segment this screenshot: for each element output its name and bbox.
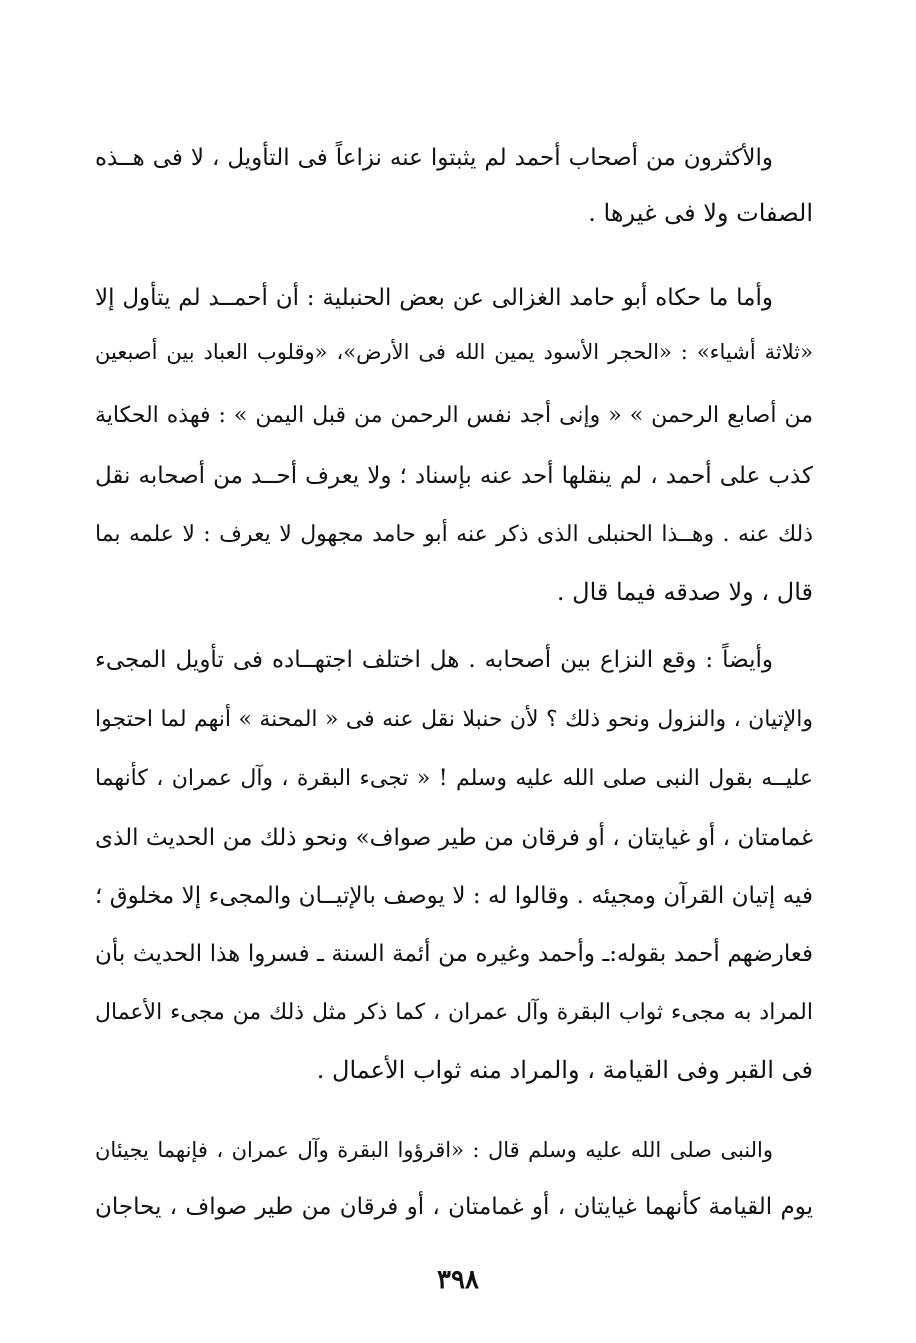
- text-line: وأما ما حكاه أبو حامد الغزالى عن بعض الحنبلية : أن أحمــد لم يتأول إلا: [95, 285, 773, 311]
- text-line: من أصابع الرحمن » « وإنى أجد نفس الرحمن من قبل اليمن » : فهذه الحكاية: [95, 403, 813, 428]
- text-line: والإتيان ، والنزول ونحو ذلك ؟ لأن حنبلا نقل عنه فى « المحنة » أنهم لما احتجوا: [95, 707, 813, 732]
- text-line: يوم القيامة كأنهما غيايتان ، أو غمامتان ، أو فرقان من طير صواف ، يحاجان: [95, 1194, 813, 1220]
- text-line: فعارضهم أحمد بقوله:ـ وأحمد وغيره من أئمة السنة ـ فسروا هذا الحديث بأن: [95, 941, 813, 967]
- text-line: وأيضاً : وقع النزاع بين أصحابه . هل اختلف اجتهــاده فى تأويل المجىء: [95, 647, 773, 673]
- text-line: ذلك عنه . وهــذا الحنبلى الذى ذكر عنه أبو حامد مجهول لا يعرف : لا علمه بما: [95, 522, 813, 547]
- text-line: والنبى صلى الله عليه وسلم قال : «اقرؤوا البقرة وآل عمران ، فإنهما يجيئان: [95, 1138, 773, 1162]
- text-line: عليــه بقول النبى صلى الله عليه وسلم ! « تجىء البقرة ، وآل عمران ، كأنهما: [95, 766, 813, 791]
- text-line: كذب على أحمد ، لم ينقلها أحد عنه بإسناد ؛ ولا يعرف أحــد من أصحابه نقل: [95, 463, 813, 489]
- text-line: قال ، ولا صدقه فيما قال .: [556, 578, 813, 606]
- text-line: المراد به مجىء ثواب البقرة وآل عمران ، كما ذكر مثل ذلك من مجىء الأعمال: [95, 1000, 813, 1025]
- text-line: فيه إتيان القرآن ومجيئه . وقالوا له : لا يوصف بالإتيــان والمجىء إلا مخلوق ؛: [95, 883, 813, 909]
- text-line: والأكثرون من أصحاب أحمد لم يثبتوا عنه نزاعاً فى التأويل ، لا فى هــذه: [95, 145, 773, 171]
- text-line: الصفات ولا فى غيرها .: [588, 199, 813, 227]
- text-line: «ثلاثة أشياء» : «الحجر الأسود يمين الله فى الأرض»، «وقلوب العباد بين أصبعين: [95, 340, 813, 364]
- text-line: فى القبر وفى القيامة ، والمراد منه ثواب الأعمال .: [316, 1056, 813, 1084]
- page-number: ٣٩٨: [437, 1265, 479, 1295]
- text-line: غمامتان ، أو غيايتان ، أو فرقان من طير صواف» ونحو ذلك من الحديث الذى: [95, 825, 813, 851]
